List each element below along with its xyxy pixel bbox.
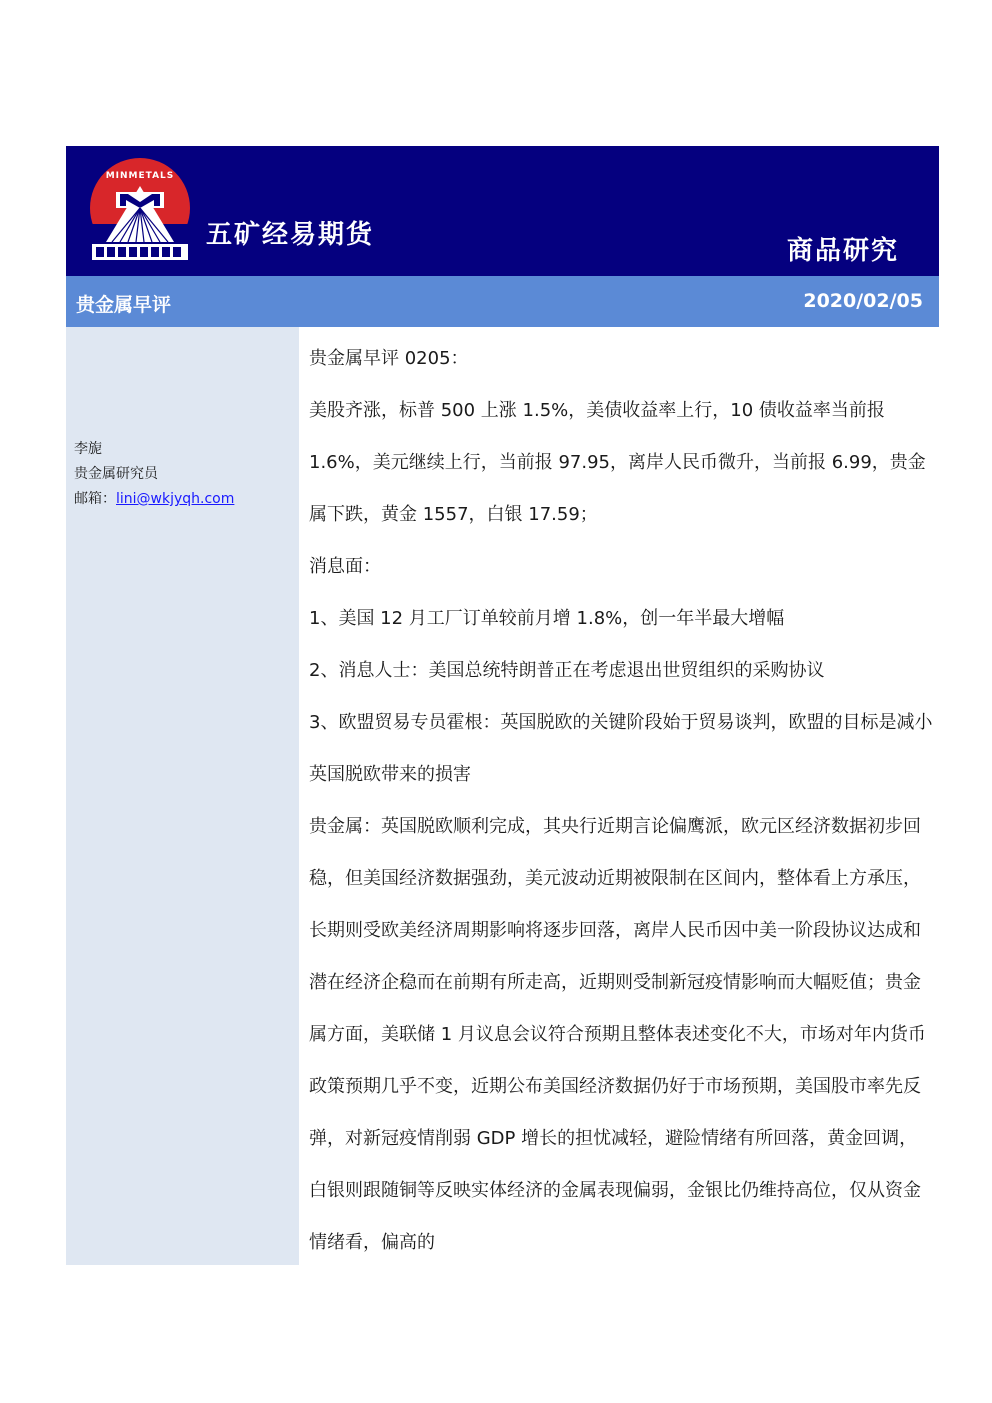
market-paragraph: 美股齐涨，标普 500 上涨 1.5%，美债收益率上行，10 债收益率当前报 1.6%，美元继续上行，当前报 97.95，离岸人民币微升，当前报 6.99，贵金属下跌，黄金 1557，白银 17.59； <box>309 400 926 525</box>
minmetals-logo <box>88 156 192 264</box>
svg-text:MINMETALS: MINMETALS <box>105 171 175 181</box>
header-banner <box>66 146 939 276</box>
company-name: 五矿经易期货 <box>206 220 375 250</box>
body-heading: 贵金属早评 0205： <box>309 348 469 369</box>
author-name: 李旎 <box>74 441 102 457</box>
analysis-paragraph: 贵金属：英国脱欧顺利完成，其央行近期言论偏鹰派，欧元区经济数据初步回稳，但美国经济数据强劲，美元波动近期被限制在区间内，整体看上方承压，长期则受欧美经济周期影响将逐步回落，离岸人民币因中美一阶段协议达成和潜在经济企稳而在前期有所走高，近期则受制新冠疫情影响而大幅贬值；贵金属方面，美联储 1 月议息会议符合预期且整体表述变化不大，市场对年内货币政策预期几乎不变，近期公布美国经济数据仍好于市场预期，美国股市率先反弹，对新冠疫情削弱 GDP 增长的担忧减轻，避险情绪有所回落，黄金回调，白银则跟随铜等反映实体经济的金属表现偏弱，金银比仍维持高位，仅从资金情绪看，偏高的 <box>309 816 926 1253</box>
news-item: 3、欧盟贸易专员霍根：英国脱欧的关键阶段始于贸易谈判，欧盟的目标是减小英国脱欧带来的损害 <box>309 712 933 785</box>
author-email-row <box>74 487 234 512</box>
news-item: 2、消息人士：美国总统特朗普正在考虑退出世贸组织的采购协议 <box>309 660 825 681</box>
author-sidebar <box>66 327 299 1265</box>
email-label: 邮箱： <box>74 491 116 507</box>
news-heading: 消息面： <box>309 556 381 577</box>
report-date: 2020/02/05 <box>803 290 923 312</box>
author-role: 贵金属研究员 <box>74 466 158 482</box>
email-link[interactable]: lini@wkjyqh.com <box>116 491 235 507</box>
report-body <box>309 333 933 1269</box>
news-item: 1、美国 12 月工厂订单较前月增 1.8%，创一年半最大增幅 <box>309 608 785 629</box>
author-info <box>74 437 234 512</box>
report-title-bar <box>66 276 939 327</box>
report-title: 贵金属早评 <box>76 294 172 316</box>
section-name: 商品研究 <box>786 236 899 266</box>
